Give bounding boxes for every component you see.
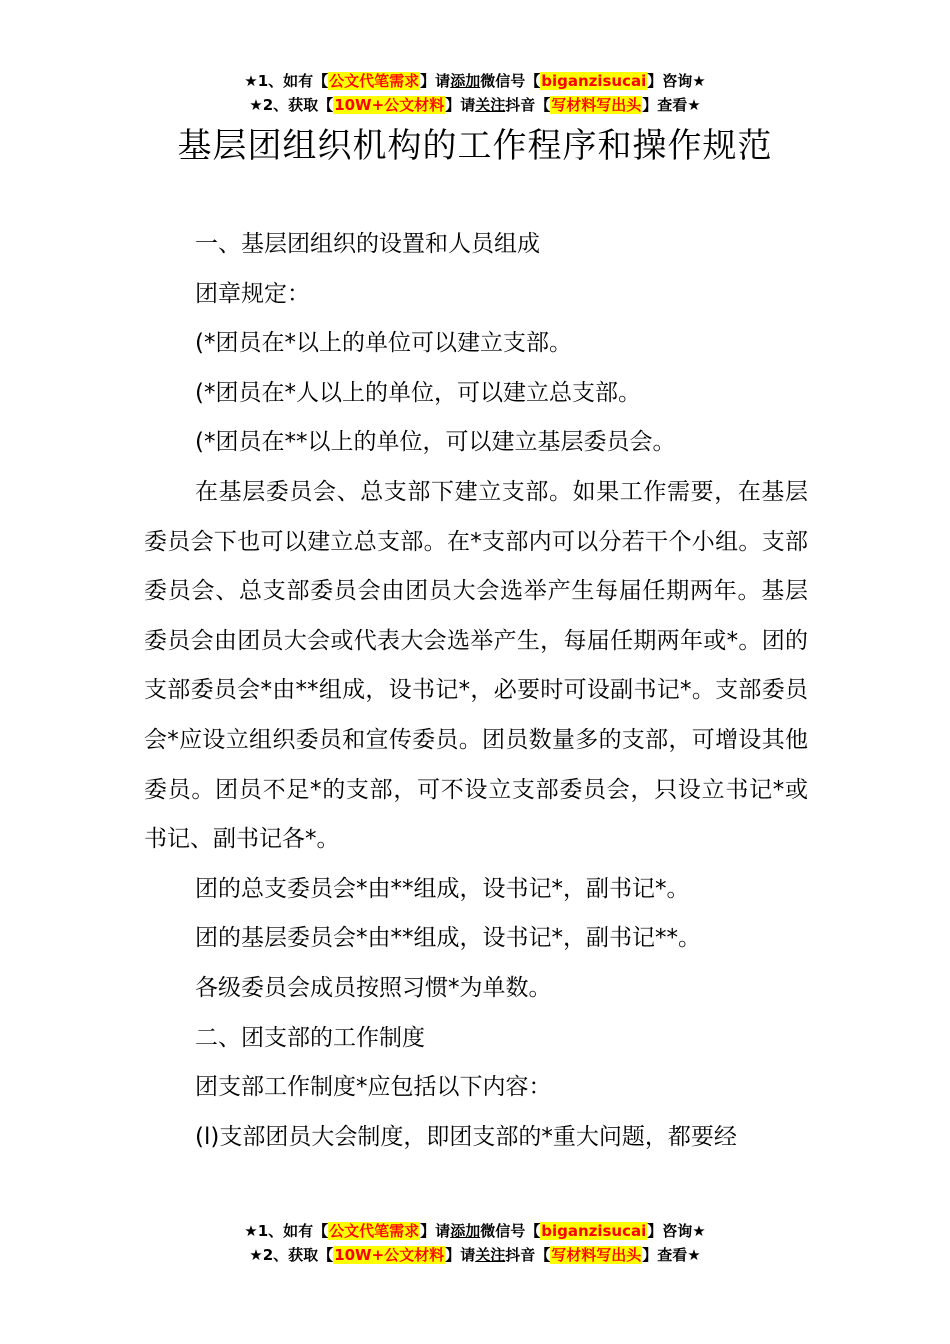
promo-line-1 [0, 1220, 950, 1244]
promo-line-2 [0, 94, 950, 118]
promo-highlight: 公文代笔需求 [329, 1222, 420, 1240]
promo-text: 】查看★ [642, 96, 701, 114]
header-promo-banner [0, 70, 950, 118]
promo-underlined-text: 添加 [450, 72, 481, 90]
promo-text: ★2、获取【 [249, 1246, 334, 1264]
promo-highlight: biganzisucai [541, 1222, 647, 1240]
promo-text: 】查看★ [642, 1246, 701, 1264]
paragraph: (l)支部团员大会制度，即团支部的*重大问题，都要经 [195, 1123, 737, 1150]
promo-highlight: 10W+公文材料 [334, 1246, 445, 1264]
section-heading: 一、基层团组织的设置和人员组成 [195, 231, 540, 257]
promo-text: 抖音【 [505, 96, 551, 114]
promo-text: 】咨询★ [647, 72, 706, 90]
document-body [144, 220, 808, 1162]
paragraph: 团章规定： [195, 280, 310, 307]
promo-underlined-text: 关注 [475, 96, 506, 114]
promo-highlight: biganzisucai [541, 72, 647, 90]
promo-text: 】请 [445, 1246, 476, 1264]
promo-text: 微信号【 [480, 1222, 541, 1240]
paragraph: 团的基层委员会*由**组成，设书记*，副书记**。 [195, 925, 701, 952]
paragraph: 各级委员会成员按照习惯*为单数。 [195, 974, 552, 1001]
promo-text: 抖音【 [505, 1246, 551, 1264]
promo-text: 微信号【 [480, 72, 541, 90]
paragraph: 团的总支委员会*由**组成，设书记*，副书记*。 [195, 875, 690, 902]
promo-highlight: 10W+公文材料 [334, 96, 445, 114]
promo-text: ★1、如有【 [244, 72, 329, 90]
paragraph: 在基层委员会、总支部下建立支部。如果工作需要，在基层委员会下也可以建立总支部。在*支部内可以分若干个小组。支部委员会、总支部委员会由团员大会选举产生每届任期两年。基层委员会由团员大会或代表大会选举产生，每届任期两年或*。团的支部委员会*由**组成，设书记*，必要时可设副书记*。支部委员会*应设立组织委员和宣传委员。团员数量多的支部，可增设其他委员。团员不足*的支部，可不设立支部委员会，只设立书记*或书记、副书记各*。 [144, 478, 808, 853]
section-heading: 二、团支部的工作制度 [195, 1024, 425, 1051]
paragraph: 团支部工作制度*应包括以下内容： [195, 1074, 552, 1101]
promo-highlight: 写材料写出头 [551, 1246, 642, 1264]
footer-promo-banner [0, 1220, 950, 1268]
promo-line-2 [0, 1244, 950, 1268]
document-title: 基层团组织机构的工作程序和操作规范 [177, 126, 773, 166]
promo-underlined-text: 添加 [450, 1222, 481, 1240]
promo-line-1 [0, 70, 950, 94]
paragraph: (*团员在**以上的单位，可以建立基层委员会。 [195, 429, 676, 456]
promo-highlight: 公文代笔需求 [329, 72, 420, 90]
promo-underlined-text: 关注 [475, 1246, 506, 1264]
paragraph: (*团员在*以上的单位可以建立支部。 [195, 330, 572, 357]
paragraph: (*团员在*人以上的单位，可以建立总支部。 [195, 379, 641, 406]
promo-text: 】咨询★ [647, 1222, 706, 1240]
promo-text: 】请 [420, 72, 451, 90]
promo-highlight: 写材料写出头 [551, 96, 642, 114]
promo-text: ★1、如有【 [244, 1222, 329, 1240]
promo-text: ★2、获取【 [249, 96, 334, 114]
promo-text: 】请 [420, 1222, 451, 1240]
promo-text: 】请 [445, 96, 476, 114]
